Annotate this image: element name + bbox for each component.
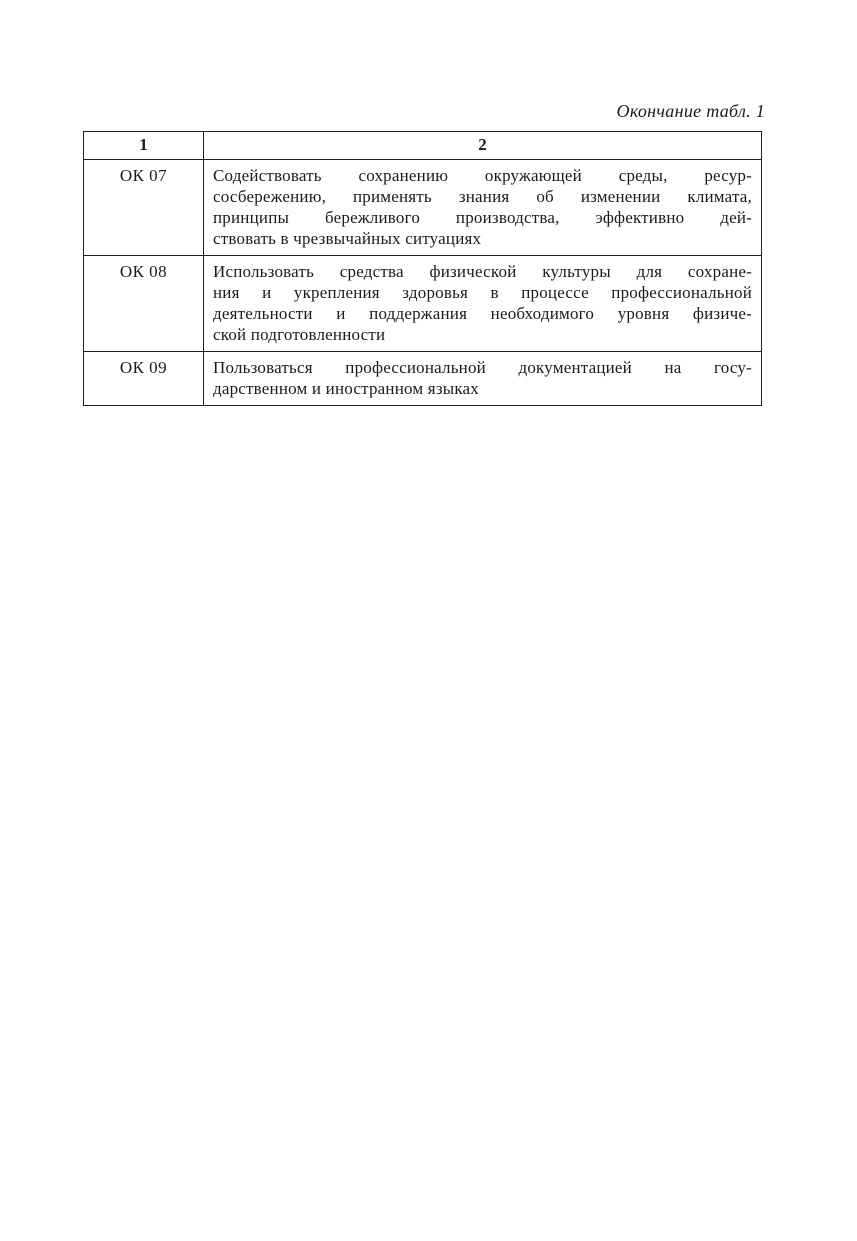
text-line: Пользоваться профессиональной документацией на госу- <box>213 358 752 377</box>
text-line: ской подготовленности <box>213 325 386 344</box>
text-line: деятельности и поддержания необходимого уровня физиче- <box>213 304 752 323</box>
competency-code: ОК 09 <box>84 352 204 406</box>
document-page <box>83 101 765 406</box>
table-row <box>84 256 762 352</box>
column-header-1: 1 <box>84 132 204 160</box>
table-header-row <box>84 132 762 160</box>
text-line: Использовать средства физической культуры для сохране- <box>213 262 752 281</box>
text-line: принципы бережливого производства, эффективно дей- <box>213 208 752 227</box>
competency-table <box>83 131 762 406</box>
competency-description <box>204 160 762 256</box>
table-row <box>84 352 762 406</box>
table-continuation-caption: Окончание табл. 1 <box>616 101 765 121</box>
competency-code: ОК 08 <box>84 256 204 352</box>
competency-code: ОК 07 <box>84 160 204 256</box>
text-line: сосбережению, применять знания об изменении климата, <box>213 187 752 206</box>
competency-description <box>204 256 762 352</box>
text-line: Содействовать сохранению окружающей среды, ресур- <box>213 166 752 185</box>
text-line: ния и укрепления здоровья в процессе профессиональной <box>213 283 752 302</box>
text-line: ствовать в чрезвычайных ситуациях <box>213 229 482 248</box>
competency-description <box>204 352 762 406</box>
table-row <box>84 160 762 256</box>
text-line: дарственном и иностранном языках <box>213 379 479 398</box>
column-header-2: 2 <box>204 132 762 160</box>
table-body <box>84 160 762 406</box>
